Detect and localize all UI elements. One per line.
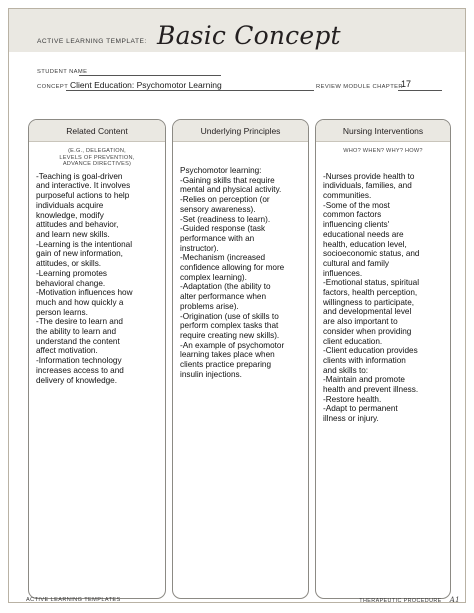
text-line: -Adapt to permanent: [323, 404, 398, 414]
concept-value[interactable]: Client Education: Psychomotor Learning: [70, 80, 222, 90]
text-line: and skills to:: [323, 365, 369, 375]
text-line: problems arise).: [180, 301, 239, 311]
footer-procedure: THERAPEUTIC PROCEDURE: [359, 598, 442, 604]
student-name-field[interactable]: [79, 75, 221, 76]
text-line: factors, health perception,: [323, 288, 418, 298]
underlying-principles-heading: Underlying Principles: [173, 120, 308, 142]
text-line: person learns.: [36, 307, 88, 317]
text-line: clients practice preparing: [180, 360, 272, 370]
text-line: knowledge, modify: [36, 210, 104, 220]
subheading-line: (E.G., DELEGATION,: [68, 148, 126, 154]
subheading-line: ADVANCE DIRECTIVES): [62, 161, 132, 168]
text-line: and developmental level: [323, 307, 412, 317]
text-line: individuals acquire: [36, 200, 104, 210]
text-line: gain of new information,: [36, 249, 123, 259]
student-name-label: STUDENT NAME: [37, 69, 88, 75]
underlying-principles-box: [172, 119, 309, 599]
text-line: purposeful actions to help: [36, 191, 130, 201]
nursing-interventions-heading: Nursing Interventions: [316, 120, 450, 142]
template-title: Basic Concept: [157, 21, 341, 50]
text-line: Psychomotor learning:: [180, 166, 262, 175]
text-line: -Gaining skills that require: [180, 175, 275, 185]
text-line: -Motivation influences how: [36, 288, 133, 298]
text-line: understand the content: [36, 336, 120, 346]
text-line: -An example of psychomotor: [180, 340, 285, 350]
text-line: perform complex tasks that: [180, 321, 279, 331]
text-line: -Teaching is goal-driven: [36, 171, 123, 181]
footer-right: [359, 596, 460, 604]
text-line: confidence allowing for more: [180, 263, 285, 273]
text-line: clients with information: [323, 355, 406, 365]
text-line: -Set (readiness to learn).: [180, 214, 271, 224]
text-line: -Guided response (task: [180, 224, 266, 234]
text-line: common factors: [323, 210, 382, 220]
underlying-principles-text[interactable]: [173, 166, 308, 379]
template-frame: [8, 8, 466, 603]
text-line: -Emotional status, spiritual: [323, 278, 420, 288]
nursing-interventions-box: [315, 119, 451, 599]
subheading-line: WHO? WHEN? WHY? HOW?: [343, 148, 423, 154]
text-line: -The desire to learn and: [36, 317, 123, 327]
nursing-interventions-text[interactable]: [316, 172, 450, 424]
review-module-label: REVIEW MODULE CHAPTER: [316, 84, 403, 90]
text-line: consider when providing: [323, 326, 412, 336]
footer-left: ACTIVE LEARNING TEMPLATES: [26, 597, 121, 603]
text-line: educational needs are: [323, 229, 404, 239]
text-line: affect motivation.: [36, 346, 98, 356]
text-line: the ability to learn and: [36, 327, 117, 337]
related-content-box: [28, 119, 166, 599]
text-line: require creating new skills).: [180, 330, 280, 340]
text-line: individuals, families, and: [323, 181, 412, 191]
text-line: delivery of knowledge.: [36, 375, 118, 385]
text-line: learning takes place when: [180, 350, 275, 360]
text-line: -Client education provides: [323, 346, 418, 356]
template-label: ACTIVE LEARNING TEMPLATE:: [37, 38, 147, 45]
text-line: -Nurses provide health to: [323, 171, 415, 181]
text-line: insulin injections.: [180, 369, 242, 379]
text-line: willingness to participate,: [323, 297, 415, 307]
text-line: mental and physical activity.: [180, 185, 282, 195]
text-line: cultural and family: [323, 258, 389, 268]
text-line: -Maintain and promote: [323, 375, 405, 385]
text-line: are also important to: [323, 317, 398, 327]
text-line: performance with an: [180, 233, 255, 243]
text-line: -Adaptation (the ability to: [180, 282, 271, 292]
related-content-heading: Related Content: [29, 120, 165, 142]
text-line: -Origination (use of skills to: [180, 311, 279, 321]
text-line: influences.: [323, 268, 363, 278]
text-line: -Restore health.: [323, 394, 382, 404]
text-line: -Learning promotes: [36, 268, 107, 278]
text-line: and learn new skills.: [36, 230, 110, 239]
text-line: much and how quickly a: [36, 297, 124, 307]
text-line: alter performance when: [180, 292, 267, 302]
text-line: -Some of the most: [323, 200, 390, 210]
related-content-text[interactable]: [29, 172, 165, 385]
template-header: [9, 9, 465, 52]
text-line: -Learning is the intentional: [36, 239, 133, 249]
text-line: complex learning).: [180, 272, 247, 282]
text-line: health, education level,: [323, 239, 407, 249]
subheading-line: LEVELS OF PREVENTION,: [59, 154, 135, 161]
concept-label: CONCEPT: [37, 84, 69, 90]
text-line: attitudes and behavior,: [36, 220, 119, 230]
review-module-value[interactable]: 17: [401, 79, 412, 89]
nursing-interventions-subheading: [316, 148, 450, 155]
text-line: -Relies on perception (or: [180, 195, 270, 205]
review-module-field-line: [398, 90, 442, 91]
text-line: and interactive. It involves: [36, 181, 131, 191]
text-line: behavioral change.: [36, 278, 106, 288]
text-line: -Mechanism (increased: [180, 253, 266, 263]
text-line: sensory awareness).: [180, 204, 256, 214]
text-line: socioeconomic status, and: [323, 249, 420, 259]
text-line: client education.: [323, 336, 383, 346]
text-line: health and prevent illness.: [323, 385, 419, 395]
page-number: A1: [449, 596, 460, 604]
text-line: illness or injury.: [323, 414, 379, 424]
text-line: -Information technology: [36, 356, 122, 366]
text-line: communities.: [323, 191, 372, 200]
text-line: attitudes, or skills.: [36, 259, 102, 269]
concept-field-line: [66, 90, 314, 91]
related-content-subheading: [29, 148, 165, 168]
text-line: influencing clients': [323, 220, 390, 230]
text-line: instructor).: [180, 243, 219, 253]
text-line: increases access to and: [36, 365, 124, 375]
